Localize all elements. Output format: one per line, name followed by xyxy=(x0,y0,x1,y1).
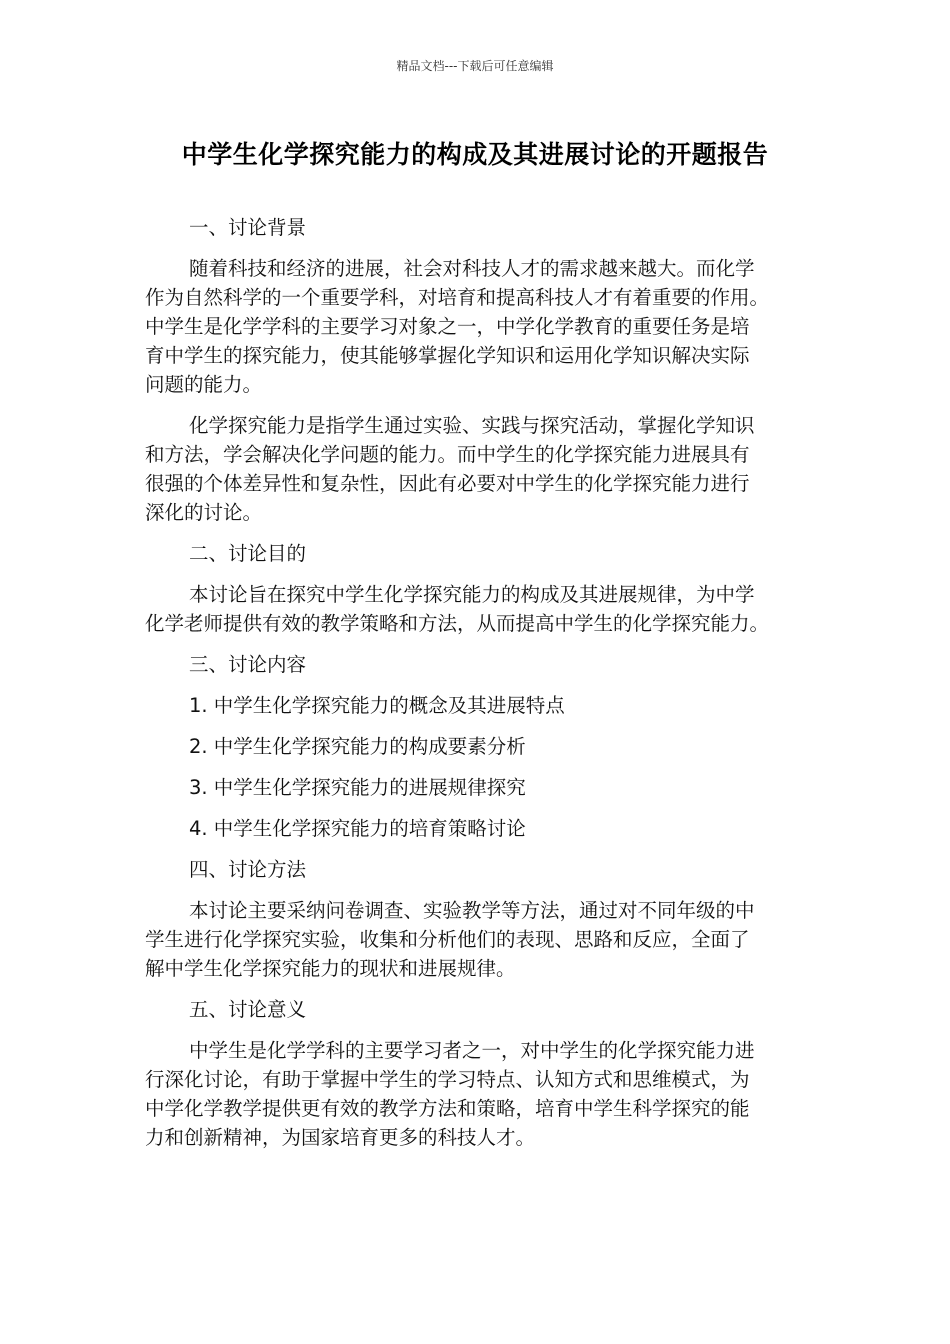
purpose-paragraph xyxy=(145,580,797,638)
page-header-watermark: 精品文档---下载后可任意编辑 xyxy=(396,59,554,73)
paragraph-line: 和方法，学会解决化学问题的能力。而中学生的化学探究能力进展具有 xyxy=(145,443,750,466)
paragraph-line: 本讨论主要采纳问卷调查、实验教学等方法，通过对不同年级的中 xyxy=(189,899,755,922)
section-heading-background: 一、讨论背景 xyxy=(189,216,307,239)
paragraph-line: 化学探究能力是指学生通过实验、实践与探究活动，掌握化学知识 xyxy=(189,414,755,437)
document-body xyxy=(145,213,797,1164)
significance-paragraph xyxy=(145,1036,797,1152)
paragraph-line: 作为自然科学的一个重要学科，对培育和提高科技人才有着重要的作用。 xyxy=(145,286,770,309)
paragraph-line: 化学老师提供有效的教学策略和方法，从而提高中学生的化学探究能力。 xyxy=(145,612,770,635)
paragraph-line: 很强的个体差异性和复杂性，因此有必要对中学生的化学探究能力进行 xyxy=(145,472,750,495)
section-heading-purpose: 二、讨论目的 xyxy=(189,542,307,565)
paragraph-line: 随着科技和经济的进展，社会对科技人才的需求越来越大。而化学 xyxy=(189,257,755,280)
section-heading-method: 四、讨论方法 xyxy=(189,858,307,881)
list-item: 4. 中学生化学探究能力的培育策略讨论 xyxy=(189,817,526,840)
paragraph-line: 本讨论旨在探究中学生化学探究能力的构成及其进展规律，为中学 xyxy=(189,583,755,606)
section-heading-content: 三、讨论内容 xyxy=(189,653,307,676)
paragraph-line: 力和创新精神，为国家培育更多的科技人才。 xyxy=(145,1126,536,1149)
paragraph-line: 学生进行化学探究实验，收集和分析他们的表现、思路和反应，全面了 xyxy=(145,928,750,951)
list-item: 2. 中学生化学探究能力的构成要素分析 xyxy=(189,735,526,758)
paragraph-line: 问题的能力。 xyxy=(145,373,263,396)
background-paragraph-2 xyxy=(145,411,797,527)
paragraph-line: 解中学生化学探究能力的现状和进展规律。 xyxy=(145,957,516,980)
document-title: 中学生化学探究能力的构成及其进展讨论的开题报告 xyxy=(181,140,769,169)
paragraph-line: 中学化学教学提供更有效的教学方法和策略，培育中学生科学探究的能 xyxy=(145,1097,750,1120)
paragraph-line: 行深化讨论，有助于掌握中学生的学习特点、认知方式和思维模式，为 xyxy=(145,1068,750,1091)
list-item: 3. 中学生化学探究能力的进展规律探究 xyxy=(189,776,526,799)
section-heading-significance: 五、讨论意义 xyxy=(189,998,307,1021)
paragraph-line: 中学生是化学学科的主要学习者之一，对中学生的化学探究能力进 xyxy=(189,1039,755,1062)
paragraph-line: 中学生是化学学科的主要学习对象之一，中学化学教育的重要任务是培 xyxy=(145,315,750,338)
list-item: 1. 中学生化学探究能力的概念及其进展特点 xyxy=(189,694,565,717)
method-paragraph xyxy=(145,896,797,983)
background-paragraph-1 xyxy=(145,254,797,399)
paragraph-line: 深化的讨论。 xyxy=(145,501,263,524)
paragraph-line: 育中学生的探究能力，使其能够掌握化学知识和运用化学知识解决实际 xyxy=(145,344,750,367)
